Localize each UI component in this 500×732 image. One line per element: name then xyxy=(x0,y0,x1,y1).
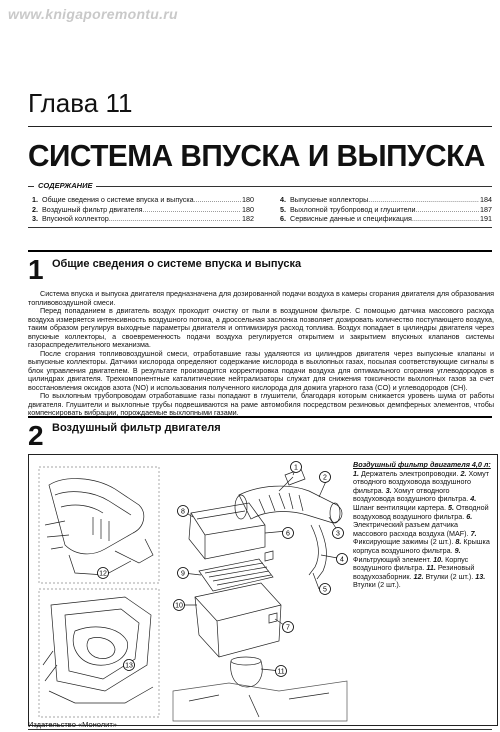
air-filter-figure xyxy=(28,454,498,726)
divider xyxy=(28,126,492,127)
section-body xyxy=(28,290,494,418)
caption-title: Воздушный фильтр двигателя 4,0 л: xyxy=(353,460,491,469)
toc-item-title: Сервисные данные и спецификация xyxy=(290,214,412,223)
callout-marker xyxy=(283,528,294,539)
table-of-contents xyxy=(28,181,492,228)
toc-item-number: 2. xyxy=(32,204,38,214)
toc-item-number: 5. xyxy=(280,204,286,214)
watermark: www.knigaporemontu.ru xyxy=(8,6,178,22)
callout-label: 11 xyxy=(277,668,285,676)
callout-marker xyxy=(174,600,185,611)
toc-item-page: 191 xyxy=(480,214,492,223)
toc-item-title: Воздушный фильтр двигателя xyxy=(42,204,143,214)
section-title: Воздушный фильтр двигателя xyxy=(52,422,221,434)
caption-item-text: Резиновый воздухозаборник. xyxy=(353,563,475,581)
callout-label: 4 xyxy=(340,556,344,564)
caption-item xyxy=(412,572,474,581)
toc-item-page: 187 xyxy=(480,204,492,214)
callout-label: 12 xyxy=(99,570,107,578)
callout-marker xyxy=(178,568,189,579)
chapter-label: Глава 11 xyxy=(28,88,133,118)
section-divider xyxy=(28,416,492,418)
toc-item-page: 184 xyxy=(480,195,492,204)
toc-item-title: Выхлопной трубопровод и глушители xyxy=(290,204,416,214)
section-title: Общие сведения о системе впуска и выпуска xyxy=(52,258,302,270)
callout-marker xyxy=(178,506,189,517)
callout-marker xyxy=(283,622,294,633)
toc-item-page: 180 xyxy=(242,195,254,204)
callout-marker xyxy=(333,528,344,539)
callout-marker xyxy=(124,660,135,671)
toc-item-number: 6. xyxy=(280,214,286,223)
caption-item-number: 9. xyxy=(452,545,461,555)
callout-label: 8 xyxy=(181,508,185,516)
caption-item-text: Хомут отводного воздуховода воздушного фильтра. xyxy=(353,485,469,504)
section-divider xyxy=(28,250,492,252)
toc-column-right xyxy=(280,195,492,224)
caption-item-number: 13. xyxy=(473,571,486,581)
callout-marker xyxy=(320,472,331,483)
caption-item-text: Электрический разъем датчика массового расхода воздуха (MAF). xyxy=(353,520,469,538)
caption-items xyxy=(353,469,490,590)
caption-item-number: 11. xyxy=(424,563,438,573)
callout-label: 7 xyxy=(286,624,290,632)
callout-marker xyxy=(337,554,348,565)
figure-caption xyxy=(353,461,493,590)
caption-item-number: 1. xyxy=(353,468,361,478)
caption-item-text: Крышка корпуса воздушного фильтра. xyxy=(353,537,490,555)
caption-item-text: Фиксирующие зажимы (2 шт.). xyxy=(353,537,454,547)
toc-item-page: 180 xyxy=(242,204,254,214)
callout-label: 2 xyxy=(323,474,327,482)
toc-column-left xyxy=(32,195,254,224)
paragraph: По выхлопным трубопроводам отработавшие газы попадают в глушители, благодаря которым снижается уровень шума от работы двигателя. Глушители и выхлопные трубы подвешиваются на раме автомобиля посредством резиновых демпферных элементов, чтобы компенсировать вибрации, порождаемые выхлопными газами. xyxy=(28,391,494,417)
caption-item-text: Шланг вентиляции картера. xyxy=(353,502,446,512)
paragraph: Перед попаданием в двигатель воздух проходит очистку от пыли в воздушном фильтре. С помощью датчика массового расхода воздуха измеряется интенсивность воздушного потока, а дроссельная заслонка позволяет дозировать количество поступающего воздуха, таким образом регулируя выходные параметры двигателя и оптимизируя расход топлива. Воздух попадает в цилиндры двигателя через впускные коллекторы, а своевременность подачи воздуха регулируется открытием и закрытием впускных клапанов системы газораспределительного механизма. xyxy=(28,306,494,349)
caption-item-text: Хомут отводного воздуховода воздушного фильтра. xyxy=(353,468,490,495)
caption-item-number: 6. xyxy=(464,511,473,521)
callout-label: 1 xyxy=(294,464,298,472)
caption-item-text: Втулки (2 шт.). xyxy=(353,580,401,590)
caption-item-text: Фильтрующий элемент. xyxy=(353,554,432,564)
toc-item[interactable] xyxy=(280,195,492,205)
caption-item-number: 7. xyxy=(468,528,477,538)
callout-label: 3 xyxy=(336,530,340,538)
footer-divider xyxy=(28,729,492,730)
toc-item[interactable] xyxy=(280,214,492,224)
caption-item-number: 4. xyxy=(468,494,477,504)
callout-label: 13 xyxy=(125,662,133,670)
paragraph: Система впуска и выпуска двигателя предназначена для дозированной подачи воздуха в камеры сгорания двигателя для образования топливовоздушной смеси. xyxy=(28,289,494,307)
callout-label: 10 xyxy=(175,602,183,610)
section-number: 2 xyxy=(28,420,44,451)
caption-item-number: 10. xyxy=(431,554,446,564)
toc-item[interactable] xyxy=(280,205,492,215)
caption-item-number: 8. xyxy=(453,537,464,547)
toc-item[interactable] xyxy=(32,205,254,215)
callout-marker xyxy=(276,666,287,677)
publisher-footer: Издательство «Монолит» xyxy=(28,720,117,729)
caption-item-text: Отводной воздуховод воздушного фильтра. xyxy=(353,502,489,521)
callout-marker xyxy=(98,568,109,579)
toc-item-number: 3. xyxy=(32,214,38,223)
callout-marker xyxy=(320,584,331,595)
caption-item-text: Корпус воздушного фильтра. xyxy=(353,554,469,573)
callout-label: 5 xyxy=(323,586,327,594)
toc-item-page: 182 xyxy=(242,214,254,223)
callout-label: 6 xyxy=(286,530,290,538)
callout-marker xyxy=(291,462,302,473)
callout-label: 9 xyxy=(181,570,185,578)
caption-item-text: Втулки (2 шт.). xyxy=(425,571,474,581)
caption-item-text: Держатель электропроводки. xyxy=(361,468,459,478)
toc-item[interactable] xyxy=(32,195,254,205)
toc-item-title: Впускной коллектор xyxy=(42,214,109,223)
caption-item-number: 5. xyxy=(445,502,456,512)
page-title: СИСТЕМА ВПУСКА И ВЫПУСКА xyxy=(28,138,485,173)
toc-item-number: 1. xyxy=(32,195,38,204)
toc-item-number: 4. xyxy=(280,195,286,204)
section-number: 1 xyxy=(28,254,44,285)
paragraph: После сгорания топливовоздушной смеси, отработавшие газы удаляются из цилиндров двигателя через выпускные клапаны и выпускные коллекторы. Датчики кислорода определяют содержание кислорода в выхлопных газах, посылая соответствующие сигналы в блок управления двигателем. В результате производится корректировка подачи воздуха для оптимального сгорания углеводородов в цилиндрах двигателя. Трехкомпонентные каталитические нейтрализаторы служат для снижения токсичности выхлопных газов за счет восстановления оксидов азота (NO) и использования полученного кислорода для дожига угарного газа (CO) и углеводородов (CH). xyxy=(28,348,494,392)
toc-item-title: Общие сведения о системе впуска и выпуска xyxy=(42,195,194,204)
toc-item[interactable] xyxy=(32,214,254,224)
toc-item-title: Выпускные коллекторы xyxy=(290,195,369,204)
caption-item-number: 2. xyxy=(458,468,469,478)
caption-item-number: 3. xyxy=(383,485,394,495)
toc-heading: СОДЕРЖАНИЕ xyxy=(34,181,96,190)
caption-item-number: 12. xyxy=(411,571,426,581)
